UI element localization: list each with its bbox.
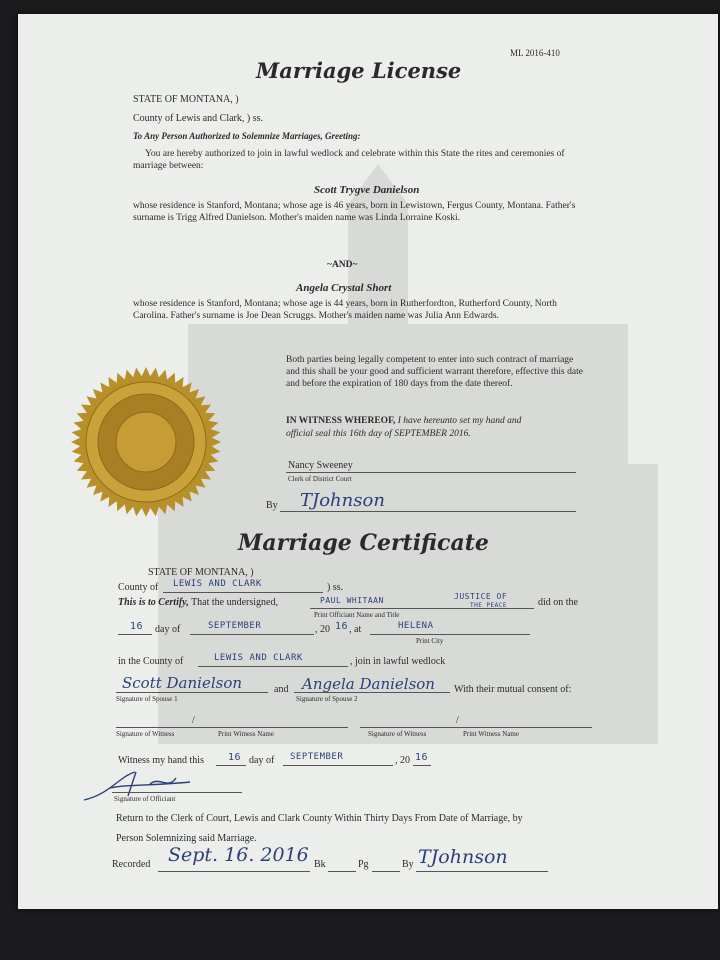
spouse1-signature: Scott Danielson: [122, 674, 243, 692]
license-county: County of Lewis and Clark, ) ss.: [133, 113, 263, 124]
join-label: , join in lawful wedlock: [350, 656, 446, 667]
witness-year-value: 16: [415, 752, 429, 763]
spouse1-sig-caption: Signature of Spouse 1: [116, 695, 178, 703]
witness2-sig-caption: Signature of Witness: [368, 730, 427, 738]
certificate-ss: ) ss.: [327, 582, 344, 593]
witness1-sig-caption: Signature of Witness: [116, 730, 175, 738]
year-prefix-label: , 20: [315, 624, 330, 635]
pg-label: Pg: [358, 859, 369, 870]
city-caption: Print City: [416, 637, 444, 645]
license-number: ML 2016-410: [510, 48, 560, 58]
and-separator: ~AND~: [327, 260, 358, 270]
spouse1-details: whose residence is Stanford, Montana; whose age is 46 years, born in Lewistown, Fergus County, Montana. Father's surname is Trigg Alfred Danielson. Mother's maiden name was Linda Lorraine Koski.: [133, 201, 576, 223]
spouse1-name: Scott Trygve Danielson: [314, 184, 420, 196]
license-by-signature: TJohnson: [300, 490, 385, 511]
certificate-county-label: County of: [118, 582, 159, 593]
recorded-by-signature: TJohnson: [418, 846, 508, 868]
witness-year-prefix: , 20: [395, 755, 410, 766]
license-title: Marriage License: [256, 58, 462, 83]
recorded-by-label: By: [402, 859, 414, 870]
competence-statement: Both parties being legally competent to enter into such contract of marriage and this shall be your good and sufficient warrant therefore, effective this date and before the expiration of 180 days from the date thereof.: [286, 355, 583, 389]
bk-label: Bk: [314, 859, 326, 870]
spouse2-sig-caption: Signature of Spouse 2: [296, 695, 358, 703]
at-label: , at: [349, 624, 362, 635]
witness-day-value: 16: [228, 752, 242, 763]
witness-month-value: SEPTEMBER: [290, 752, 344, 762]
did-on-the-label: did on the: [538, 597, 578, 608]
officiant-sig-caption: Signature of Officiant: [114, 795, 176, 803]
in-county-value: LEWIS AND CLARK: [214, 653, 303, 663]
witness1-print-caption: Print Witness Name: [218, 730, 274, 738]
license-by-label: By: [266, 500, 278, 511]
city-value: HELENA: [398, 621, 434, 631]
return-line-2: Person Solemnizing said Marriage.: [116, 833, 257, 844]
spouse2-name: Angela Crystal Short: [296, 282, 392, 294]
year-value: 16: [335, 621, 349, 632]
recorded-value: Sept. 16. 2016: [168, 844, 309, 866]
day-value: 16: [130, 621, 144, 632]
gold-seal-icon: [70, 366, 222, 518]
officiant-name-value: PAUL WHITAAN: [320, 596, 384, 605]
license-greeting: To Any Person Authorized to Solemnize Marriages, Greeting:: [133, 131, 361, 141]
return-line-1: Return to the Clerk of Court, Lewis and Clark County Within Thirty Days From Date of Marriage, by: [116, 813, 523, 824]
month-value: SEPTEMBER: [208, 621, 262, 631]
clerk-name: Nancy Sweeney: [288, 460, 353, 471]
officiant-caption: Print Officiant Name and Title: [314, 611, 400, 619]
license-state: STATE OF MONTANA, ): [133, 94, 239, 105]
witness-whereof-lead: IN WITNESS WHEREOF,: [286, 416, 396, 426]
witness-whereof-line2: official seal this 16th day of SEPTEMBER 2016.: [286, 429, 471, 439]
witness2-print-caption: Print Witness Name: [463, 730, 519, 738]
in-county-label: in the County of: [118, 656, 184, 667]
certify-lead: This is to Certify,: [118, 597, 189, 608]
document-page: [18, 14, 718, 909]
officiant-title-value-2: THE PEACE: [470, 602, 508, 609]
witness2-slash: /: [456, 715, 459, 726]
witness-hand-label: Witness my hand this: [118, 755, 204, 766]
certificate-title: Marriage Certificate: [238, 530, 489, 556]
certify-rest: That the undersigned,: [191, 597, 278, 608]
witness-whereof: [286, 416, 521, 426]
recorded-label: Recorded: [112, 859, 151, 870]
license-intro: You are hereby authorized to join in lawful wedlock and celebrate within this State the rites and ceremonies of marriage between:: [133, 149, 565, 171]
and-label: and: [274, 684, 289, 695]
witness1-slash: /: [192, 715, 195, 726]
consent-label: With their mutual consent of:: [454, 684, 572, 695]
certificate-county-value: LEWIS AND CLARK: [173, 579, 262, 589]
witness-whereof-rest: I have hereunto set my hand and: [395, 416, 522, 426]
certify-statement: [118, 597, 278, 608]
witness-day-of-label: day of: [249, 755, 275, 766]
clerk-title: Clerk of District Court: [288, 475, 352, 483]
spouse2-details: whose residence is Stanford, Montana; whose age is 44 years, born in Rutherfordton, Rutherford County, North Carolina. Father's surname is Joe Dean Scruggs. Mother's maiden name was Julia Ann Edwards.: [133, 299, 557, 321]
certificate-state: STATE OF MONTANA, ): [148, 567, 254, 578]
spouse2-signature: Angela Danielson: [302, 675, 435, 693]
day-of-label: day of: [155, 624, 181, 635]
officiant-title-value: JUSTICE OF: [454, 592, 508, 601]
